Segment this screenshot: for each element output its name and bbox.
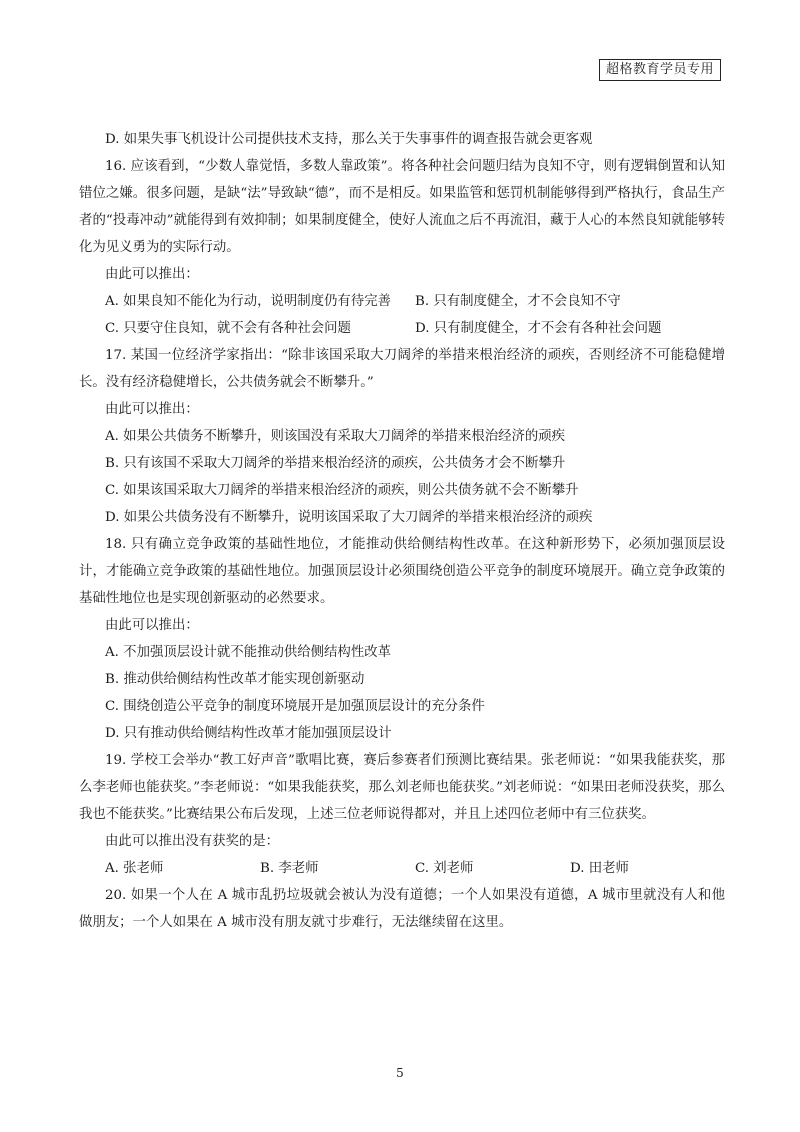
question-19-stem: 19. 学校工会举办“教工好声音”歌唱比赛，赛后参赛者们预测比赛结果。张老师说：“如果我能获奖，那么李老师也能获奖。”李老师说：“如果我能获奖，那么刘老师也能获奖。”刘老师说：“如果田老师没获奖，那么我也不能获奖。”比赛结果公布后发现，上述三位老师说得都对，并且上述四位老师中有三位获奖。 xyxy=(79,753,725,822)
question-16-lead: 由此可以推出： xyxy=(105,267,199,282)
question-17-lead: 由此可以推出： xyxy=(105,402,199,417)
question-16-option-a[interactable]: A. 如果良知不能化为行动，说明制度仍有待完善 xyxy=(105,294,391,309)
question-19-lead: 由此可以推出没有获奖的是： xyxy=(105,834,280,849)
previous-question-option-d: D. 如果失事飞机设计公司提供技术支持，那么关于失事事件的调查报告就会更客观 xyxy=(105,132,593,147)
question-19-option-a[interactable]: A. 张老师 xyxy=(105,861,164,876)
page-number: 5 xyxy=(396,1066,404,1080)
question-18 xyxy=(79,531,725,747)
question-18-option-c[interactable]: C. 围绕创造公平竞争的制度环境展开是加强顶层设计的充分条件 xyxy=(105,699,485,714)
question-18-lead: 由此可以推出： xyxy=(105,618,199,633)
question-20-stem: 20. 如果一个人在 A 城市乱扔垃圾就会被认为没有道德；一个人如果没有道德，A 城市里就没有人和他做朋友；一个人如果在 A 城市没有朋友就寸步难行，无法继续留在这里。 xyxy=(79,888,725,930)
question-16-options-row-2 xyxy=(79,315,725,342)
question-19-option-d[interactable]: D. 田老师 xyxy=(570,861,629,876)
question-16-stem: 16. 应该看到，“少数人靠觉悟，多数人靠政策”。将各种社会问题归结为良知不守，则有逻辑倒置和认知错位之嫌。很多问题，是缺“法”导致缺“德”，而不是相反。如果监管和惩罚机制能够得到严格执行，食品生产者的“投毒冲动”就能得到有效抑制；如果制度健全，使好人流血之后不再流泪，藏于人心的本然良知就能够转化为见义勇为的实际行动。 xyxy=(79,159,725,255)
question-16-option-b[interactable]: B. 只有制度健全，才不会良知不守 xyxy=(415,294,621,309)
question-16-option-c[interactable]: C. 只要守住良知，就不会有各种社会问题 xyxy=(105,321,351,336)
question-16 xyxy=(79,153,725,342)
question-17-option-d[interactable]: D. 如果公共债务没有不断攀升，说明该国采取了大刀阔斧的举措来根治经济的顽疾 xyxy=(105,510,593,525)
question-17 xyxy=(79,342,725,531)
question-18-option-a[interactable]: A. 不加强顶层设计就不能推动供给侧结构性改革 xyxy=(105,645,391,660)
student-only-stamp: 超格教育学员专用 xyxy=(599,59,721,81)
question-19-option-b[interactable]: B. 李老师 xyxy=(260,861,319,876)
question-18-option-d[interactable]: D. 只有推动供给侧结构性改革才能加强顶层设计 xyxy=(105,726,392,741)
question-17-option-a[interactable]: A. 如果公共债务不断攀升，则该国没有采取大刀阔斧的举措来根治经济的顽疾 xyxy=(105,429,566,444)
question-19-option-c[interactable]: C. 刘老师 xyxy=(415,861,474,876)
question-17-stem: 17. 某国一位经济学家指出：“除非该国采取大刀阔斧的举措来根治经济的顽疾，否则经济不可能稳健增长。没有经济稳健增长，公共债务就会不断攀升。” xyxy=(79,348,725,390)
question-19-options-row xyxy=(79,855,725,882)
question-18-stem: 18. 只有确立竞争政策的基础性地位，才能推动供给侧结构性改革。在这种新形势下，必须加强顶层设计，才能确立竞争政策的基础性地位。加强顶层设计必须围绕创造公平竞争的制度环境展开。确立竞争政策的基础性地位也是实现创新驱动的必然要求。 xyxy=(79,537,725,606)
question-20 xyxy=(79,882,725,936)
question-16-options-row-1 xyxy=(79,288,725,315)
question-18-option-b[interactable]: B. 推动供给侧结构性改革才能实现创新驱动 xyxy=(105,672,365,687)
question-17-option-b[interactable]: B. 只有该国不采取大刀阔斧的举措来根治经济的顽疾，公共债务才会不断攀升 xyxy=(105,456,566,471)
question-17-option-c[interactable]: C. 如果该国采取大刀阔斧的举措来根治经济的顽疾，则公共债务就不会不断攀升 xyxy=(105,483,579,498)
question-16-option-d[interactable]: D. 只有制度健全，才不会有各种社会问题 xyxy=(415,321,662,336)
question-19 xyxy=(79,747,725,882)
page-content xyxy=(79,126,725,936)
